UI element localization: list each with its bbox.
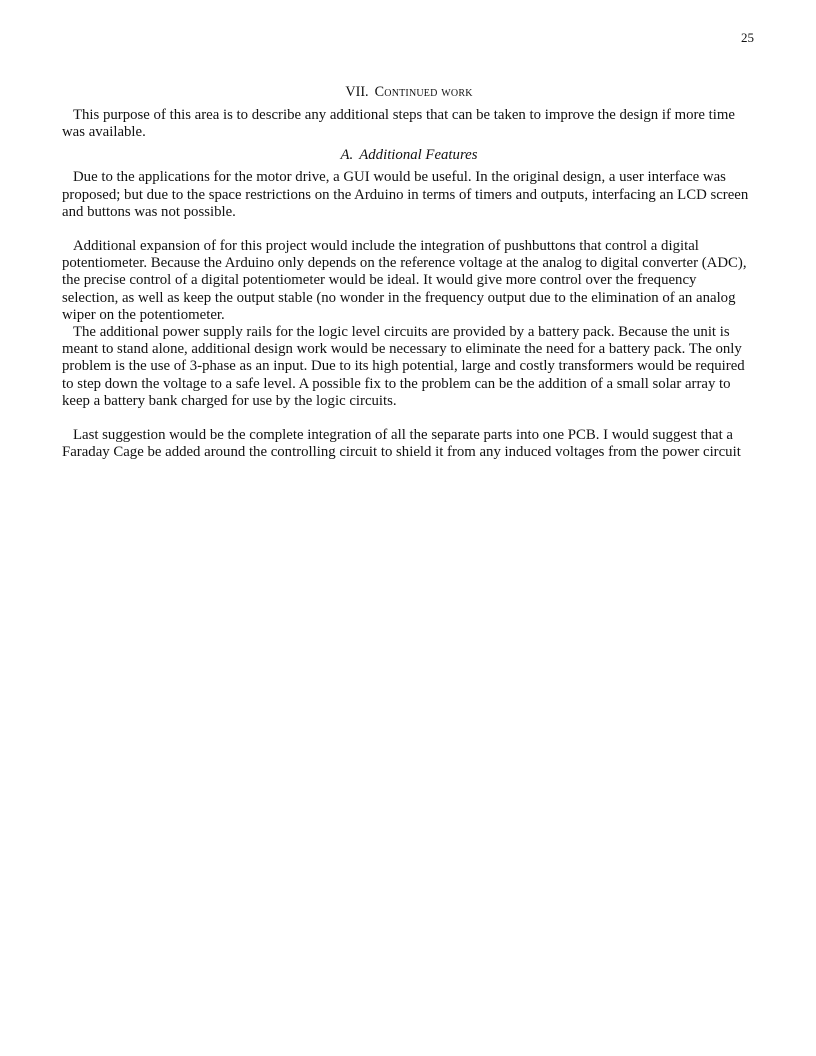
paragraph-integration: Last suggestion would be the complete integration of all the separate parts into one PCB. I would suggest that a Faraday Cage be added around the controlling circuit to shield it from any induced voltages from the power circuit: [62, 427, 741, 461]
paragraph-spacer: [62, 410, 756, 427]
paragraph-power-supply: The additional power supply rails for the logic level circuits are provided by a battery pack. Because the unit is meant to stand alone, additional design work would be necessary to eliminate the need for a battery pack. The only problem is the use of 3-phase as an input. Due to its high potential, large and costly transformers would be required to step down the voltage to a safe level. A possible fix to the problem can be the addition of a small solar array to keep a battery bank charged for use by the logic circuits.: [62, 324, 745, 409]
subsection-heading: [62, 146, 756, 164]
section-intro-paragraph: This purpose of this area is to describe any additional steps that can be taken to improve the design if more time was available.: [62, 107, 735, 141]
paragraph-gui: Due to the applications for the motor drive, a GUI would be useful. In the original design, a user interface was proposed; but due to the space restrictions on the Arduino in terms of timers and outputs, interfacing an LCD screen and buttons was not possible.: [62, 169, 749, 220]
paragraph-potentiometer: Additional expansion of for this project would include the integration of pushbuttons that control a digital potentiometer. Because the Arduino only depends on the reference voltage at the analog to digital converter (ADC), the precise control of a digital potentiometer would be ideal. It would give more control over the frequency selection, as well as keep the output stable (no wonder in the frequency output due to the elimination of an analog wiper on the potentiometer.: [62, 238, 747, 323]
section-heading: [62, 84, 756, 101]
subsection-title: Additional Features: [359, 147, 478, 164]
section-numeral: VII.: [345, 84, 369, 100]
section-title: Continued work: [374, 84, 473, 100]
subsection-letter: A.: [340, 147, 354, 164]
document-body: [62, 84, 756, 461]
paragraph-spacer: [62, 221, 756, 238]
page-number: 25: [741, 30, 754, 45]
